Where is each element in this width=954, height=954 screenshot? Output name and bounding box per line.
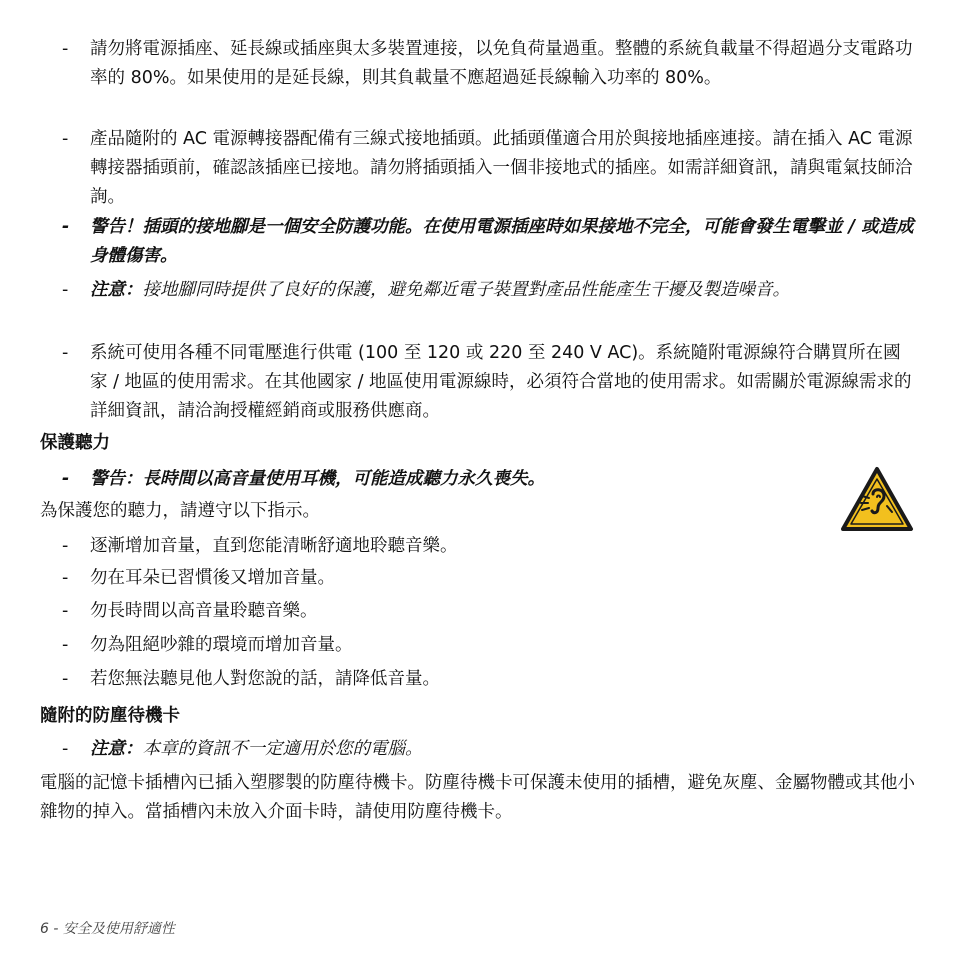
page-footer: 6 - 安全及使用舒適性	[40, 921, 175, 937]
list-item-text: 勿長時間以高音量聆聽音樂。	[90, 601, 318, 621]
note-item	[62, 735, 918, 764]
list-dash: -	[62, 39, 69, 59]
note-text	[90, 276, 918, 305]
warning-item	[62, 213, 918, 271]
list-item-text: 逐漸增加音量，直到您能清晰舒適地聆聽音樂。	[90, 536, 458, 556]
list-item	[62, 532, 918, 561]
list-item	[62, 665, 918, 694]
list-dash: -	[62, 739, 69, 759]
list-item	[62, 564, 918, 593]
list-dash: -	[62, 217, 70, 237]
list-item	[62, 35, 918, 93]
warning-text: 警告：長時間以高音量使用耳機，可能造成聽力永久喪失。	[90, 469, 545, 489]
list-item	[62, 597, 918, 626]
list-item-text: 系統可使用各種不同電壓進行供電 (100 至 120 或 220 至 240 V AC)。系統隨附電源線符合購買所在國家 / 地區的使用需求。在其他國家 / 地區使用電源線時，必須符合當地的使用需求。如需關於電源線需求的詳細資訊，請洽詢授權經銷商或服務供應商。	[90, 343, 912, 421]
list-item	[62, 125, 918, 212]
section-heading-dummy-card: 隨附的防塵待機卡	[40, 706, 180, 726]
note-text	[90, 735, 918, 764]
list-dash: -	[62, 469, 70, 489]
list-dash: -	[62, 635, 69, 655]
hearing-warning-item	[62, 465, 822, 494]
note-label: 注意：	[90, 739, 143, 759]
list-dash: -	[62, 343, 69, 363]
list-dash: -	[62, 568, 69, 588]
note-body: 本章的資訊不一定適用於您的電腦。	[142, 739, 423, 759]
note-label: 注意：	[90, 280, 143, 300]
list-item-text: 產品隨附的 AC 電源轉接器配備有三線式接地插頭。此插頭僅適合用於與接地插座連接。請在插入 AC 電源轉接器插頭前，確認該插座已接地。請勿將插頭插入一個非接地式的插座。如需詳細資訊，請與電氣技師洽詢。	[90, 129, 913, 207]
list-item-text: 勿為阻絕吵雜的環境而增加音量。	[90, 635, 353, 655]
list-item	[62, 339, 918, 426]
list-dash: -	[62, 536, 69, 556]
list-item-text: 若您無法聽見他人對您說的話，請降低音量。	[90, 669, 440, 689]
section-heading-hearing: 保護聽力	[40, 433, 110, 453]
list-dash: -	[62, 601, 69, 621]
note-body: 接地腳同時提供了良好的保護，避免鄰近電子裝置對產品性能產生干擾及製造噪音。	[142, 280, 790, 300]
list-dash: -	[62, 669, 69, 689]
hearing-intro: 為保護您的聽力，請遵守以下指示。	[40, 501, 320, 521]
list-dash: -	[62, 129, 69, 149]
list-item-text: 勿在耳朵已習慣後又增加音量。	[90, 568, 335, 588]
dummy-card-paragraph: 電腦的記憶卡插槽內已插入塑膠製的防塵待機卡。防塵待機卡可保護未使用的插槽，避免灰塵、金屬物體或其他小雜物的掉入。當插槽內未放入介面卡時，請使用防塵待機卡。	[40, 773, 915, 822]
list-item	[62, 631, 918, 660]
warning-text: 警告！插頭的接地腳是一個安全防護功能。在使用電源插座時如果接地不完全，可能會發生電擊並 / 或造成身體傷害。	[90, 217, 914, 266]
list-dash: -	[62, 280, 69, 300]
note-item	[62, 276, 918, 305]
list-item-text: 請勿將電源插座、延長線或插座與太多裝置連接，以免負荷量過重。整體的系統負載量不得超過分支電路功率的 80%。如果使用的是延長線，則其負載量不應超過延長線輸入功率的 80%。	[90, 39, 913, 88]
